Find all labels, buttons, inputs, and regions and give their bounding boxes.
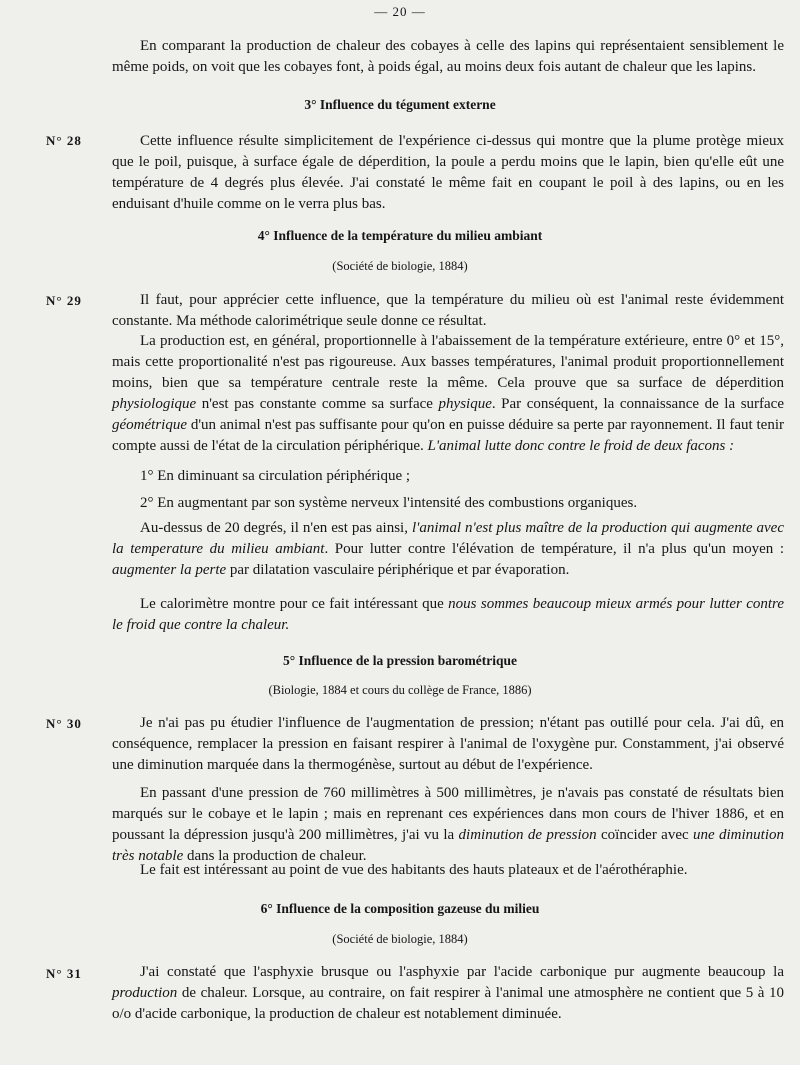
- margin-number-30: N° 30: [46, 716, 82, 731]
- section-3-title: 3° Influence du tégument externe: [304, 97, 496, 112]
- margin-number-31: N° 31: [46, 966, 82, 981]
- list-item-2: 2° En augmentant par son système nerveux l'intensité des combustions organiques.: [140, 495, 638, 511]
- paragraph-30-a: Je n'ai pas pu étudier l'influence de l'augmentation de pression; n'étant pas outillé pour cela. J'ai dû, en conséquence, remplacer la pression en faisant respirer à l'animal de l'oxygène pur. Constamment, j'ai observé une diminution marquée dans la thermogénèse, surtout au début de l'expérience.: [112, 715, 784, 773]
- list-item-1: 1° En diminuant sa circulation périphérique ;: [140, 468, 411, 484]
- page-number: — 20 —: [374, 4, 426, 19]
- paragraph-31: J'ai constaté que l'asphyxie brusque ou l'asphyxie par l'acide carbonique pur augmente beaucoup la production de chaleur. Lorsque, au contraire, on fait respirer à l'animal une atmosphère ne contient que 5 à 10 o/o d'acide carbonique, la production de chaleur est notablement diminuée.: [112, 964, 784, 1022]
- section-4-source: (Société de biologie, 1884): [332, 259, 468, 273]
- intro-paragraph: En comparant la production de chaleur des cobayes à celle des lapins qui représentaient sensiblement le même poids, on voit que les cobayes font, à poids égal, au moins deux fois autant de chaleur que les lapins.: [112, 38, 784, 75]
- paragraph-29-d: Le calorimètre montre pour ce fait intéressant que nous sommes beaucoup mieux armés pour lutter contre le froid que contre la chaleur.: [112, 596, 784, 633]
- margin-number-29: N° 29: [46, 293, 82, 308]
- margin-number-28: N° 28: [46, 133, 82, 148]
- section-6-source: (Société de biologie, 1884): [332, 932, 468, 946]
- section-5-title: 5° Influence de la pression barométrique: [282, 653, 518, 668]
- paragraph-30-c: Le fait est intéressant au point de vue des habitants des hauts plateaux et de l'aérothéraphie.: [140, 862, 688, 878]
- section-6-title: 6° Influence de la composition gazeuse du milieu: [260, 901, 540, 916]
- paragraph-29-a: Il faut, pour apprécier cette influence, que la température du milieu où est l'animal reste évidemment constante. Ma méthode calorimétrique seule donne ce résultat.: [112, 292, 784, 329]
- paragraph-29-c: Au-dessus de 20 degrés, il n'en est pas ainsi, l'animal n'est plus maître de la production qui augmente avec la temperature du milieu ambiant. Pour lutter contre l'élévation de température, il n'a plus qu'un moyen : augmenter la perte par dilatation vasculaire périphérique et par évaporation.: [112, 520, 785, 578]
- paragraph-29-b: La production est, en général, proportionnelle à l'abaissement de la température extérieure, entre 0° et 15°, mais cette proportionalité n'est pas rigoureuse. Aux basses températures, l'animal produit proportionnellement moins, bien que sa température centrale reste la même. Cela prouve que sa surface de déperdition physiologique n'est pas constante comme sa surface physique. Par conséquent, la connaissance de la surface géométrique d'un animal n'est pas suffisante pour qu'on en puisse déduire sa perte par rayonnement. Il faut tenir compte aussi de l'état de la circulation périphérique. L'animal lutte donc contre le froid de deux facons :: [112, 333, 784, 454]
- section-5-source: (Biologie, 1884 et cours du collège de France, 1886): [268, 683, 532, 697]
- paragraph-30-b: En passant d'une pression de 760 millimètres à 500 millimètres, je n'avais pas constaté de résultats bien marqués sur le cobaye et le lapin ; mais en reprenant ces expériences dans mon cours de l'hiver 1886, et en poussant la dépression jusqu'à 200 millimètres, j'ai vu la diminution de pression coïncider avec une diminution très notable dans la production de chaleur.: [112, 785, 784, 864]
- paragraph-28: Cette influence résulte simplicitement de l'expérience ci-dessus qui montre que la plume protège mieux que le poil, puisque, à surface égale de déperdition, la poule a perdu moins que le lapin, bien qu'elle eût une température de 4 degrés plus élevée. J'ai constaté le même fait en coupant le poil à des lapins, ou en les enduisant d'huile comme on le verra plus bas.: [112, 133, 784, 212]
- section-4-title: 4° Influence de la température du milieu ambiant: [257, 228, 543, 243]
